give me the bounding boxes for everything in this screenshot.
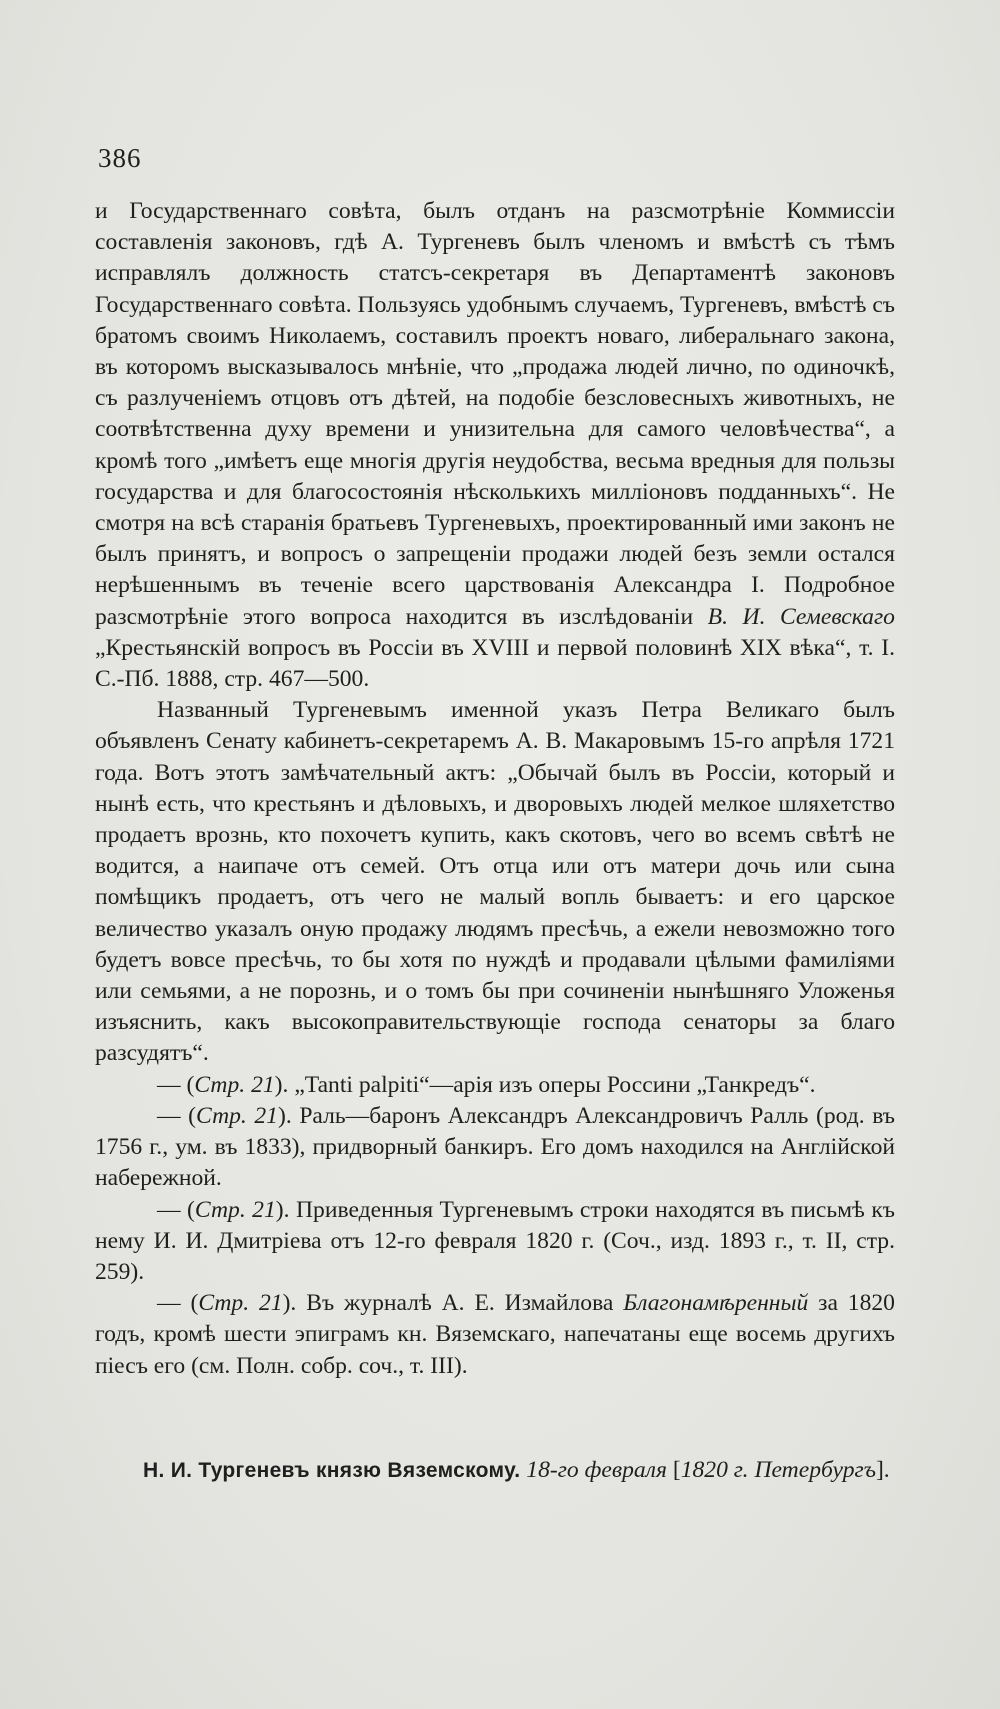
note-1: — (Стр. 21). „Tanti palpiti“—арія изъ оперы Россини „Танкредъ“. (157, 1071, 816, 1098)
page-number: 386 (98, 143, 142, 173)
author-reference: В. И. Семевскаго (707, 603, 895, 630)
page-ref: Стр. 21 (194, 1196, 276, 1223)
page-ref: Стр. 21 (194, 1071, 275, 1098)
body-text (95, 196, 895, 1382)
page-ref: Стр. 21 (196, 1102, 278, 1129)
letter-title: Н. И. Тургеневъ князю Вяземскому. (143, 1459, 521, 1482)
letter-heading: Н. И. Тургеневъ князю Вяземскому. 18-го февраля [1820 г. Петербургъ]. (143, 1457, 890, 1483)
page-ref: Стр. 21 (198, 1290, 283, 1317)
journal-title: Благонамѣренный (623, 1290, 809, 1317)
note-2: — (Стр. 21). Раль—баронъ Александръ Александровичъ Ралль (род. въ 1756 г., ум. въ 1833), придворный банкиръ. Его домъ находился на Англійской набережной. (95, 1102, 895, 1192)
letter-place: 1820 г. Петербургъ (680, 1457, 876, 1483)
note-3: — (Стр. 21). Приведенныя Тургеневымъ строки находятся въ письмѣ къ нему И. И. Дмитріева отъ 12-го февраля 1820 г. (Соч., изд. 1893 г., т. II, стр. 259). (95, 1196, 895, 1285)
paragraph-1 (95, 196, 895, 695)
book-reference: „Крестьянскій вопросъ въ Россіи въ XVIII и первой половинѣ XIX вѣка“, т. I. С.-Пб. 1888, стр. 467—500. (95, 634, 895, 693)
paragraph-2: Названный Тургеневымъ именной указъ Петра Великаго былъ объявленъ Сенату кабинетъ-секретаремъ А. В. Макаровымъ 15-го апрѣля 1721 года. Вотъ этотъ замѣчательный актъ: „Обычай былъ въ Россіи, который и нынѣ есть, что крестьянъ и дѣловыхъ, и дворовыхъ людей мелкое шляхетство продаетъ врознь, кто похочетъ купить, какъ скотовъ, чего во всемъ свѣтѣ не водится, а наипаче отъ семей. Отъ отца или отъ матери дочь или сына помѣщикъ продаетъ, отъ чего не малый вопль бываетъ: и его царское величество указалъ оную продажу людямъ пресѣчь, а ежели невозможно того будетъ вовсе пресѣчь, то бы хотя по нуждѣ и продавали цѣлыми фамиліями или семьями, а не порознь, и о томъ бы при сочиненіи нынѣшняго Уложенья изъяснить, какъ высокоправительствующіе господа сенаторы за благо разсудятъ“. (95, 697, 895, 1067)
paragraph-1-text: и Государственнаго совѣта, былъ отданъ на разсмотрѣніе Коммиссіи составленія законовъ, гдѣ А. Тургеневъ былъ членомъ и вмѣстѣ съ тѣмъ исправлялъ должность статсъ-секретаря въ Департаментѣ законовъ Государственнаго совѣта. Пользуясь удобнымъ случаемъ, Тургеневъ, вмѣстѣ съ братомъ своимъ Николаемъ, составилъ проектъ новаго, либеральнаго закона, въ которомъ высказывалось мнѣніе, что „продажа людей лично, по одиночкѣ, съ разлученіемъ отцовъ отъ дѣтей, на подобіе безсловесныхъ животныхъ, не соотвѣтственна духу времени и унизительна для самого человѣчества“, а кромѣ того „имѣетъ еще многія другія неудобства, весьма вредныя для пользы государства и для благосостоянія нѣсколькихъ милліоновъ подданныхъ“. Не смотря на всѣ старанія братьевъ Тургеневыхъ, проектированный ими законъ не былъ принятъ, и вопросъ о запрещеніи продажи людей безъ земли остался нерѣшеннымъ въ теченіе всего царствованія Александра I. Подробное разсмотрѣніе этого вопроса находится въ изслѣдованіи (95, 198, 895, 630)
letter-date: 18-го февраля (526, 1457, 667, 1483)
note-4: — (Стр. 21). Въ журналѣ А. Е. Измайлова Благонамѣренный за 1820 годъ, кромѣ шести эпиграмъ кн. Вяземскаго, напечатаны еще восемь другихъ піесъ его (см. Полн. собр. соч., т. III). (95, 1290, 895, 1379)
